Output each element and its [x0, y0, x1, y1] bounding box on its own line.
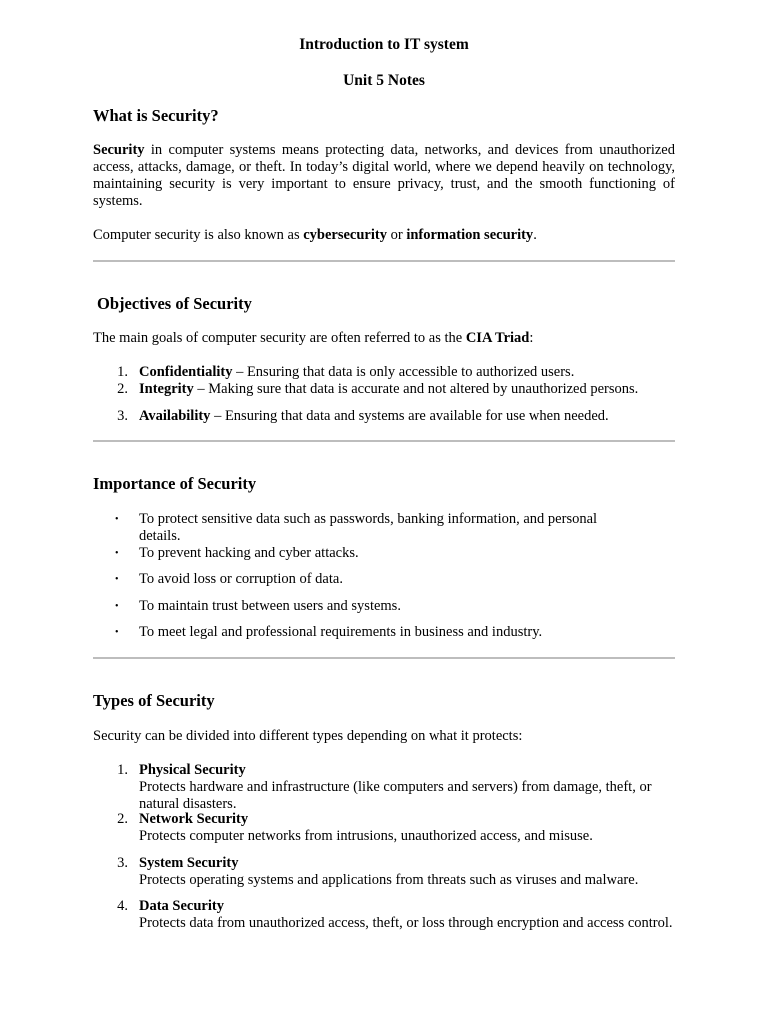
cia-triad-term: CIA Triad — [465, 330, 530, 346]
list-item-term: Physical Security — [139, 762, 246, 778]
section-divider — [93, 260, 675, 262]
document-title: Introduction to IT system — [299, 36, 469, 53]
security-term: Security — [93, 142, 145, 158]
list-item-desc: Protects data from unauthorized access, theft, or loss through encryption and access control. — [139, 915, 673, 931]
list-item-text — [139, 855, 679, 889]
list-item-term: Network Security — [139, 811, 249, 827]
list-number: 2. — [117, 381, 128, 397]
list-item-term: Integrity — [139, 381, 194, 397]
heading-importance: Importance of Security — [93, 474, 257, 493]
bullet-point: • — [115, 627, 119, 638]
list-item-text: To prevent hacking and cyber attacks. — [139, 545, 359, 561]
list-number: 4. — [117, 898, 128, 914]
bullet-point: • — [115, 574, 119, 585]
list-item-text — [139, 898, 679, 932]
list-number: 3. — [117, 408, 128, 424]
list-item-text: To protect sensitive data such as passwords, banking information, and personal details. — [139, 511, 598, 544]
objectives-intro-colon: : — [529, 330, 534, 346]
list-item-term: Data Security — [139, 898, 224, 914]
bullet-point: • — [115, 514, 119, 525]
aka-text: Computer security is also known as — [93, 227, 304, 243]
list-item-text — [139, 364, 679, 381]
heading-objectives: Objectives of Security — [97, 294, 252, 313]
aka-period: . — [533, 227, 537, 243]
information-security-term: information security — [406, 227, 534, 243]
bullet-point: • — [115, 601, 119, 612]
list-item-desc: – Ensuring that data is only accessible to authorized users. — [232, 364, 575, 380]
heading-what-is-security: What is Security? — [93, 106, 219, 125]
types-intro: Security can be divided into different types depending on what it protects: — [93, 728, 523, 744]
list-item-text: To maintain trust between users and systems. — [139, 598, 401, 614]
heading-types: Types of Security — [93, 691, 215, 710]
list-item-text: To meet legal and professional requirements in business and industry. — [139, 624, 543, 640]
list-item-desc: – Ensuring that data and systems are available for use when needed. — [210, 408, 609, 424]
list-number: 1. — [117, 364, 128, 380]
list-item-text: To avoid loss or corruption of data. — [139, 571, 343, 587]
list-item-desc: – Making sure that data is accurate and not altered by unauthorized persons. — [193, 381, 639, 397]
list-item-desc: Protects operating systems and applications from threats such as viruses and malware. — [139, 872, 639, 888]
list-item-desc: Protects computer networks from intrusions, unauthorized access, and misuse. — [139, 828, 593, 844]
objectives-intro-text: The main goals of computer security are often referred to as the — [93, 330, 466, 346]
list-item-text — [139, 762, 679, 813]
bullet-point: • — [115, 548, 119, 559]
list-item-text — [139, 408, 679, 425]
list-number: 2. — [117, 811, 128, 827]
document-subtitle: Unit 5 Notes — [343, 72, 425, 89]
list-number: 3. — [117, 855, 128, 871]
list-number: 1. — [117, 762, 128, 778]
section-divider — [93, 657, 675, 659]
objectives-intro — [93, 330, 675, 347]
list-item-desc: Protects hardware and infrastructure (like computers and servers) from damage, theft, or natural disasters. — [139, 779, 652, 812]
cybersecurity-term: cybersecurity — [303, 227, 387, 243]
aka-or: or — [386, 227, 407, 243]
security-definition-text: in computer systems means protecting data, networks, and devices from unauthorized access, attacks, damage, or theft. In today’s digital world, where we depend heavily on technology, maintaining security is very important to ensure privacy, trust, and the smooth functioning of systems. — [93, 142, 675, 209]
list-item-text — [139, 381, 679, 398]
list-item-text — [139, 811, 679, 845]
list-item-term: Confidentiality — [139, 364, 233, 380]
list-item-term: System Security — [139, 855, 239, 871]
security-aka-paragraph — [93, 227, 675, 244]
list-item-term: Availability — [139, 408, 211, 424]
security-definition-paragraph — [93, 142, 675, 210]
section-divider — [93, 440, 675, 442]
